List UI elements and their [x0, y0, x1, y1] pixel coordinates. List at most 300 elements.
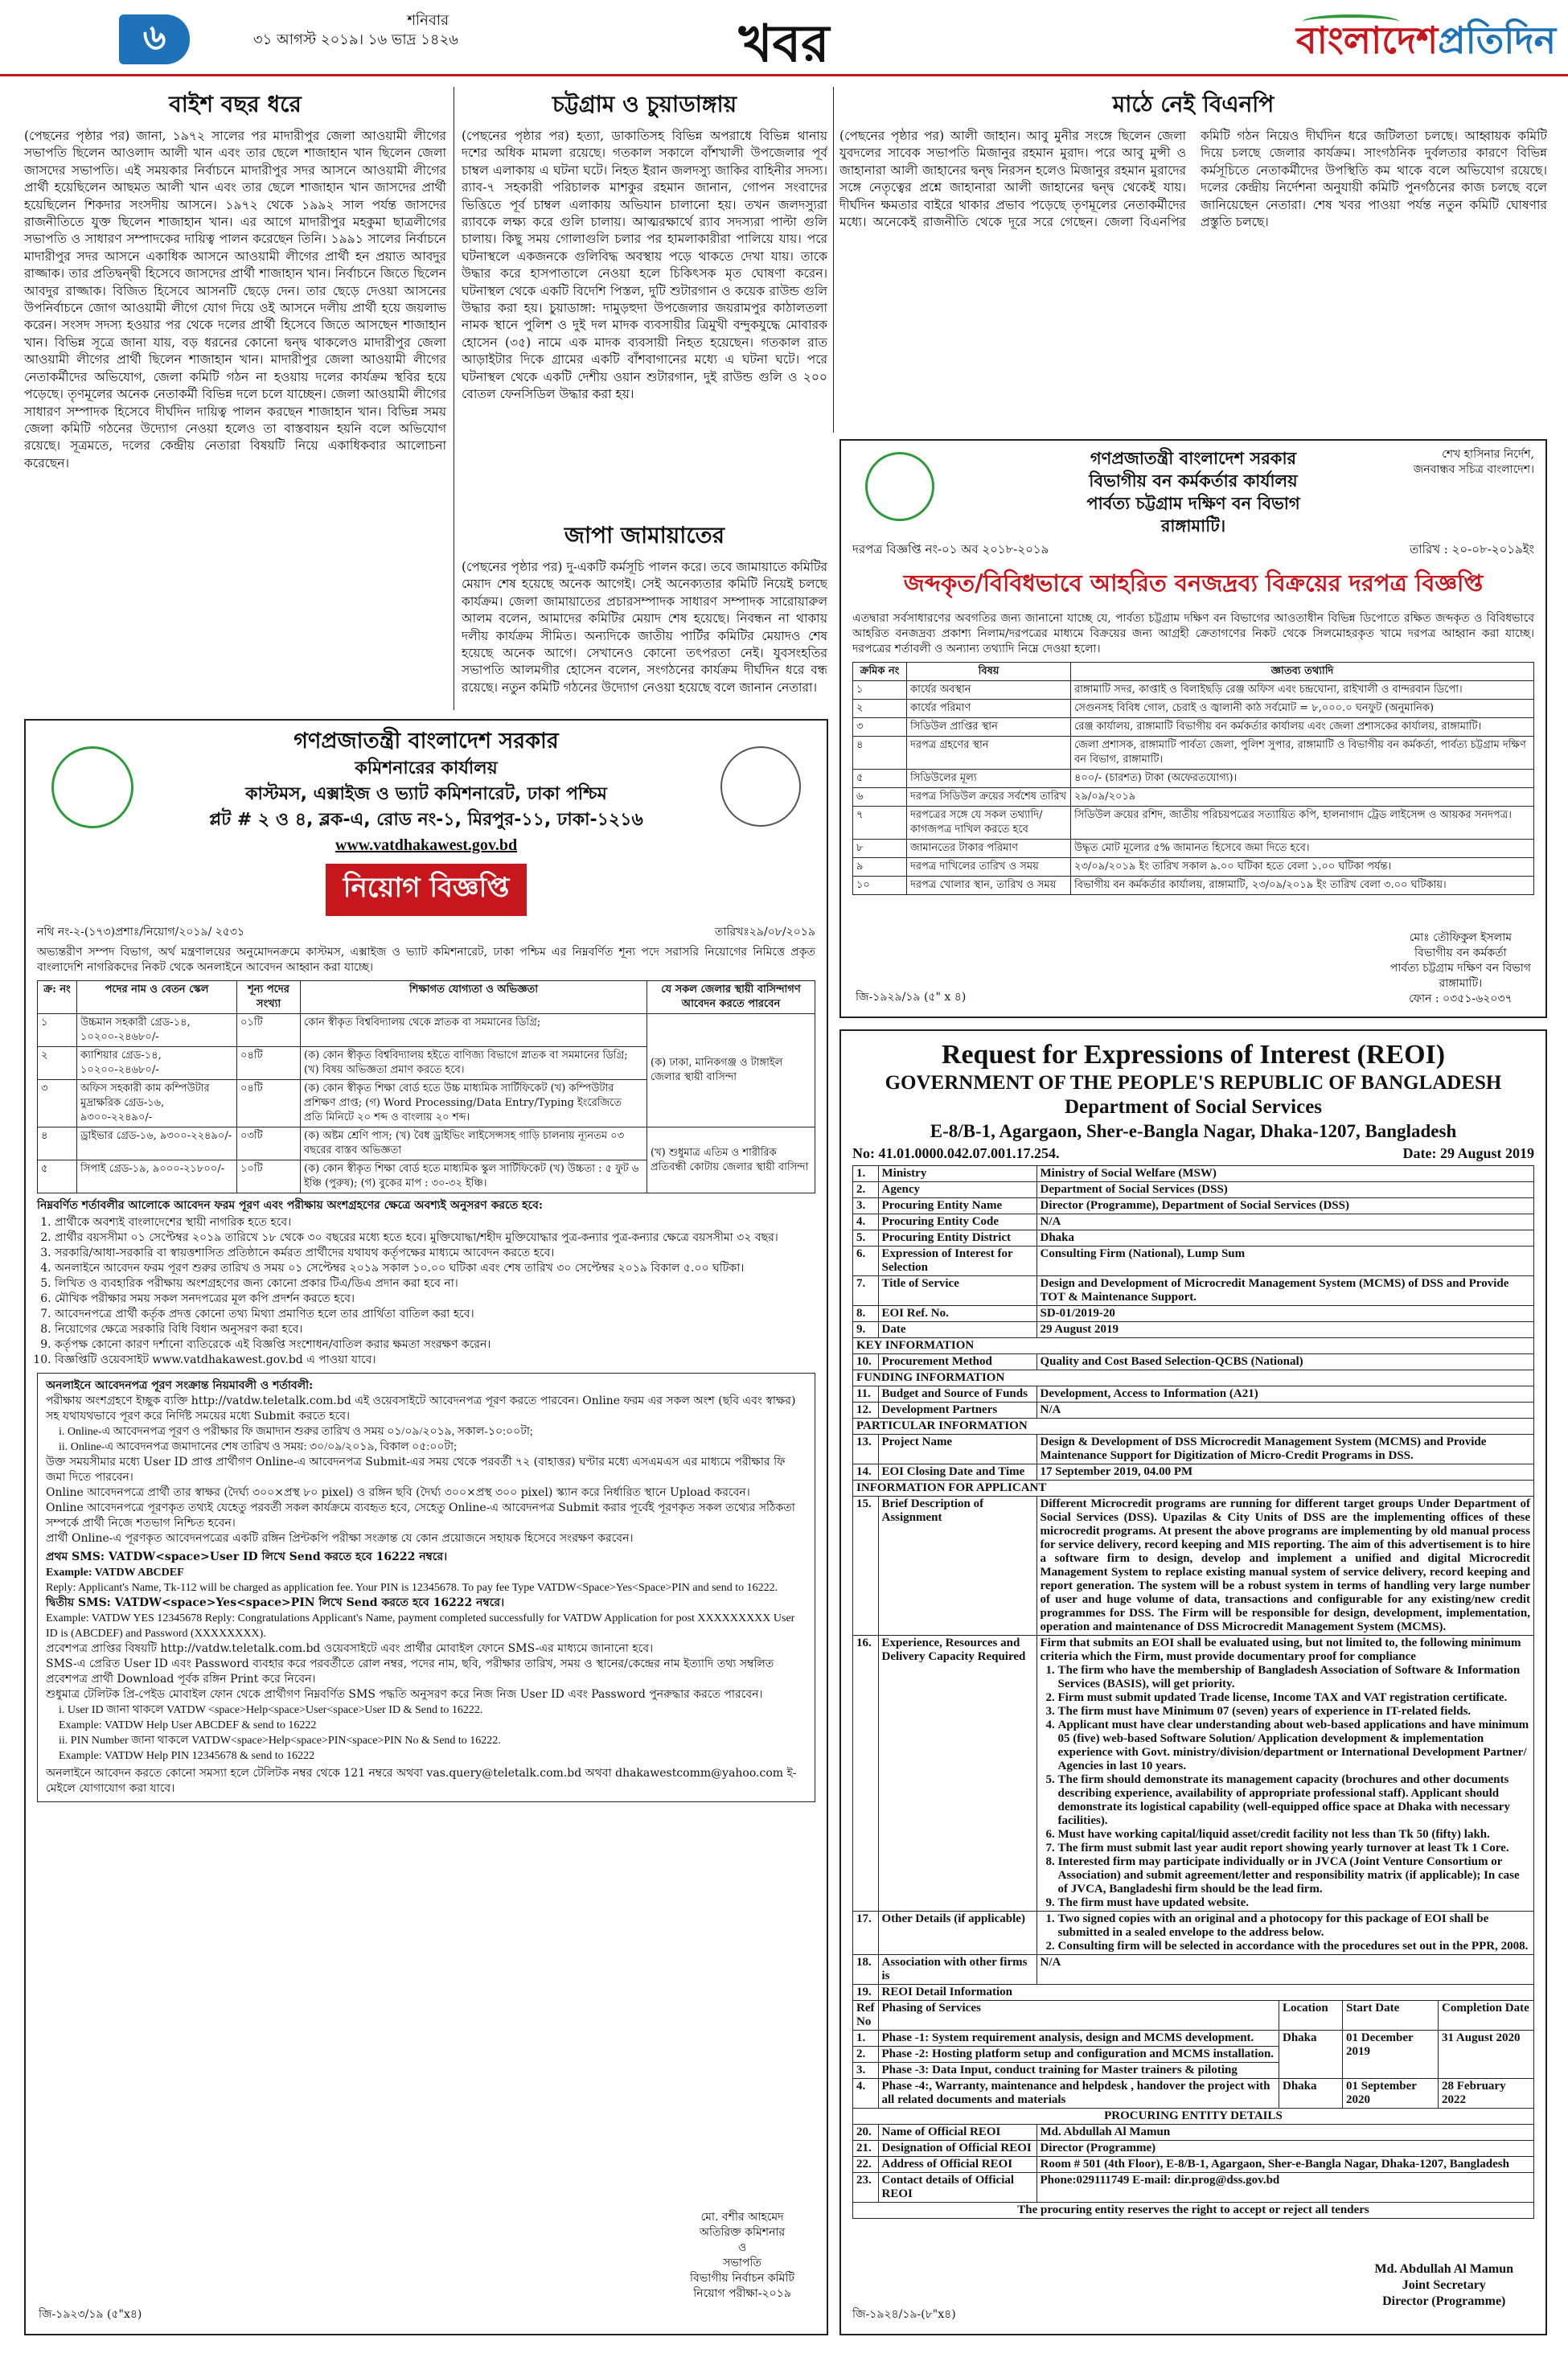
forest-info-table: [852, 662, 1534, 895]
cell-subject: জামানতের টাকার পরিমাণ: [907, 840, 1071, 858]
table-row: [853, 1464, 1534, 1481]
cell-ref: 1.: [853, 2031, 879, 2047]
cell-ref: 2.: [853, 2047, 879, 2063]
article-4-body: (পেছনের পৃষ্ঠার পর) আলী জাহান। আবু মুনীর সংঙ্গে ছিলেন জেলা যুবদলের সাবেক সভাপতি মিজানুর রহমান মুরাদ। পরে আবু মুন্সী ও জাহানারা আলী জাহানের দ্বন্দ্ব নিরসন হলেও মিজানুর রহমান মুরাদের সঙ্গে নেতৃত্বের প্রশ্নে জাহানারা আলী জাহানের দ্বন্দ্ব থেকেই যায়। দীর্ঘদিন ক্ষমতার বাইরে থাকার প্রভাব পড়েছে তৃণমূলের নেতাকর্মীদের মধ্যে। অনেকেই রাজনীতি থেকে দূরে সরে গেছেন। জেলা বিএনপির কমিটি গঠন নিয়েও দীর্ঘদিন ধরে জটিলতা চলছে। আহ্বায়ক কমিটি দিয়ে চলছে জেলার কার্যক্রম। সাংগঠনিক দুর্বলতার কারণে বিভিন্ন কর্মসূচিতে নেতাকর্মীদের উপস্থিতি কম থাকে বলে অভিযোগ রয়েছে। দলের কেন্দ্রীয় নির্দেশনা অনুযায়ী কমিটি পুনর্গঠনের কাজ চলছে বলে জানিয়েছেন নেতারা। শেষ খবর পাওয়া পর্যন্ত নতুন কমিটি ঘোষণার প্রস্তুতি চলছে।: [839, 129, 1547, 230]
page-number: ৬: [119, 14, 190, 64]
signer-title-1: Joint Secretary: [1402, 2278, 1486, 2292]
table-row: [853, 840, 1534, 858]
phase-col-location: Location: [1279, 2001, 1343, 2031]
government-seal-icon: [865, 452, 934, 521]
cell-info: ২৯/০৯/২০১৯: [1071, 788, 1534, 807]
cell-n: 19.: [853, 1985, 879, 2001]
cell-v: Quality and Cost Based Selection-QCBS (National): [1036, 1354, 1534, 1370]
cell-v: Director (Programme), Department of Social Services (DSS): [1036, 1198, 1534, 1214]
more-line: শুধুমাত্র টেলিটক প্রি-পেইড মোবাইল ফোন থেকে প্রার্থীগণ নিম্নবর্ণিত SMS পদ্ধতি অনুসরণ করে নিজ নিজ User ID এবং Password পুনরুদ্ধার করতে পারবেন।: [46, 1688, 763, 1701]
cell-sl: ৯: [853, 858, 907, 877]
forest-slogan-1: শেখ হাসিনার নির্দেশ,: [1442, 448, 1534, 461]
customs-col-post: পদের নাম ও বেতন স্কেল: [77, 981, 237, 1014]
cell-subject: কার্যের পরিমাণ: [907, 700, 1071, 718]
forest-city: রাঙ্গামাটি।: [1160, 516, 1226, 536]
cell-subject: দরপত্র খোলার স্থান, তারিখ ও সময়: [907, 877, 1071, 895]
customs-col-qual: শিক্ষাগত যোগ্যতা ও অভিজ্ঞতা: [301, 981, 647, 1014]
list-item: 5. লিখিত ও ব্যবহারিক পরীক্ষায় অংশগ্রহণের জন্য কোনো প্রকার টিএ/ডিএ প্রদান করা হবে না।: [55, 1276, 815, 1292]
cell-qual: কোন স্বীকৃত বিশ্ববিদ্যালয় থেকে স্নাতক বা সমমানের ডিগ্রি;: [301, 1014, 647, 1047]
cell-ref: 4.: [853, 2079, 879, 2109]
phase-col-end: Completion Date: [1439, 2001, 1534, 2031]
section-heading: PARTICULAR INFORMATION: [853, 1419, 1534, 1435]
signer-role-3: নিয়োগ পরীক্ষা-২০১৯: [693, 2287, 791, 2300]
customs-terms-heading: নিম্নবর্ণিত শর্তাবলীর আলোকে আবেদন ফরম পূরণ এবং পরীক্ষায় অংশগ্রহণের ক্ষেত্রে অবশ্যই অনুসরণ করতে হবে:: [37, 1199, 544, 1212]
cell-k: REOI Detail Information: [878, 1985, 1534, 2001]
signer-role: সভাপতি: [723, 2257, 761, 2269]
online-line: i. Online-এ আবেদনপত্র পূরণ ও পরীক্ষার ফি জমাদান শুরুর তারিখ ও সময় ০১/০৯/২০১৯, সকাল-১০:০০টা;: [59, 1426, 533, 1438]
cell-v: 29 August 2019: [1036, 1322, 1534, 1338]
table-row: [853, 1247, 1534, 1276]
section-row: [853, 2109, 1534, 2125]
signer-name: মো. বশীর আহমেদ: [700, 2211, 784, 2224]
sms-example-1: Example: VATDW ABCDEF: [46, 1567, 184, 1579]
forest-memo: দরপত্র বিজ্ঞপ্তি নং-০১ অব ২০১৮-২০১৯: [852, 542, 1049, 557]
more-line: SMS-এ প্রেরিত User ID এবং Password ব্যবহার করে পরবর্তীতে রোল নম্বর, পদের নাম, ছবি, পরীক্ষার তারিখ, সময় ও স্থানের/কেন্দ্রের নাম ইত্যাদি তথ্য সম্বলিত প্রবেশপত্র প্রার্থী Download পূর্বক রঙ্গিন Print করে নিবেন।: [46, 1657, 774, 1686]
customs-address: প্লট # ২ ও ৪, ব্লক-এ, রোড নং-১, মিরপুর-১১, ঢাকা-১২১৬: [209, 810, 643, 830]
reoi-notice: [839, 1029, 1547, 2335]
customs-logo-icon: [720, 746, 801, 827]
cell-post: সিপাই গ্রেড-১৯, ৯০০০-২১৮০০/-: [77, 1160, 237, 1193]
cell-subject: দরপত্র গ্রহণের স্থান: [907, 737, 1071, 770]
cell-v: [1036, 1912, 1534, 1955]
list-item: 4. অনলাইনে আবেদন ফরম পূরণ শুরুর তারিখ ও সময় ০১ সেপ্টেম্বর ২০১৯ সকাল ১০.০০ ঘটিকা এবং শেষ তারিখ ৩০ সেপ্টেম্বর ২০১৯ বিকাল ৫.০০ ঘটিকা।: [55, 1261, 815, 1276]
table-row: [853, 2173, 1534, 2203]
customs-signature: [690, 2210, 794, 2302]
cell-v: N/A: [1036, 1214, 1534, 1230]
list-item: 4. Applicant must have clear understanding about web-based applications and have minimum 05 (five) web-based Software Solution/ Application development & implementation experience with Govt. ministry/division/department or International Development Partner/ Agencies in last 10 years.: [1058, 1719, 1531, 1773]
cell-subject: দরপত্র সিডিউল ক্রয়ের সর্বশেষ তারিখ: [907, 788, 1071, 807]
cell-start: 01 December 2019: [1343, 2031, 1439, 2079]
online-line: পরীক্ষায় অংশগ্রহণে ইচ্ছুক ব্যক্তি http://vatdw.teletalk.com.bd এই ওয়েবসাইটে আবেদনপত্র পূরণ করতে পারবেন। Online ফরম এর সকল অংশ (ছবি এবং স্বাক্ষর) সহ যথাযথভাবে পূরণ করে নির্দিষ্ট সময়ের মধ্যে Submit করতে হবে।: [46, 1394, 796, 1423]
masthead-logo[interactable]: [1296, 14, 1558, 71]
cell-n: 11.: [853, 1386, 879, 1403]
more-line: প্রবেশপত্র প্রাপ্তির বিষয়টি http://vatdw.teletalk.com.bd ওয়েবসাইটে এবং প্রার্থীর মোবাইল ফোনে SMS-এর মাধ্যমে জানানো হবে।: [46, 1642, 654, 1655]
table-row: [853, 1403, 1534, 1419]
table-row: [853, 770, 1534, 788]
cell-v: SD-01/2019-20: [1036, 1306, 1534, 1322]
signer-name: মোঃ তৌফিকুল ইসলাম: [1409, 931, 1513, 944]
recover-user-id: i. User ID জানা থাকলে VATDW <space>Help<space>User<space>User ID & Send to 16222.: [59, 1704, 483, 1716]
section-row: [853, 1370, 1534, 1386]
cell-k: Brief Description of Assignment: [878, 1497, 1036, 1636]
cell-k: Expression of Interest for Selection: [878, 1247, 1036, 1276]
cell-k: Budget and Source of Funds: [878, 1386, 1036, 1403]
sms-step-1: প্রথম SMS: VATDW<space>User ID লিখে Send করতে হবে 16222 নম্বরে।: [46, 1550, 448, 1563]
cell-v: Room # 501 (4th Floor), E-8/B-1, Agargaon, Sher-e-Bangla Nagar, Dhaka-1207, Bangladesh: [1036, 2157, 1534, 2173]
online-line: Online আবেদনপত্রে পূরণকৃত তথ্যই যেহেতু পরবর্তী সকল কার্যক্রমে ব্যবহৃত হবে, সেহেতু Online-এ আবেদনপত্র Submit করার পূর্বেই পূরণকৃত সকল তথ্যের সঠিকতা সম্পর্কে প্রার্থী নিজে শতভাগ নিশ্চিত হবেন।: [46, 1501, 795, 1530]
cell-end: 28 February 2022: [1439, 2079, 1534, 2109]
signer-role-2: বিভাগীয় নির্বাচন কমিটি: [690, 2272, 794, 2285]
signer-division: পার্বত্য চট্টগ্রাম দক্ষিণ বন বিভাগ: [1389, 962, 1531, 975]
cell-k: Procuring Entity Code: [878, 1214, 1036, 1230]
signer-title-2: Director (Programme): [1382, 2294, 1506, 2308]
article-1-body: (পেছনের পৃষ্ঠার পর) জানা, ১৯৭২ সালের পর মাদারীপুর জেলা আওয়ামী লীগের সভাপতি ছিলেন আওলাদ আলী খান এবং তার ছেলে শাজাহান খান ছিলেন জেলা জাসদের সভাপতি। এই সময়কার নির্বাচনে মাদারীপুর সদর আসনে আওয়ামী লীগের প্রার্থী হয়েছিলেন আছমত আলী খান এবং তার ছেলে শাজাহান খান জাসদের প্রার্থী হয়েছিলেন শিকদার সংসদীয় আসনে। ১৯৭২ থেকে ১৯৯২ সাল পর্যন্ত জাসদের রাজনীতিতে যুক্ত ছিলেন শাজাহান খান। এর আগে মাদারীপুর মহকুমা ছাত্রলীগের সভাপতি ও সাধারণ সম্পাদকের দায়িত্ব পালন করেছেন তিনি। ১৯৯১ সালের নির্বাচনে মাদারীপুর সদর আসনে একাধিক আসনে আওয়ামী লীগের প্রার্থী হন প্রয়াত আবদুর রাজ্জাক। তার প্রতিদ্বন্দ্বী হিসেবে জাসদের প্রার্থী শাজাহান খান। নির্বাচনে জিতে ছিলেন আবদুর রাজ্জাক। বিজিত হিসেবে আসনটি ছেড়ে দেন। তার ছেড়ে দেওয়া আসনের উপনির্বাচনে জোগ আওয়ামী লীগে যোগ দিয়ে ওই আসনে দলীয় প্রার্থী হয়ে জয়লাভ করেন। সংসদ সদস্য হওয়ার পর থেকে দলের প্রার্থী হিসেবে জিতে আসছেন শাজাহান খান। বিভিন্ন সূত্রে জানা যায়, বড় ধরনের কোনো দ্বন্দ্ব থাকলেও মাদারীপুর জেলা আওয়ামী লীগের প্রার্থী ছিলেন শাজাহান খান। মাদারীপুর জেলা আওয়ামী লীগের নেতাকর্মীদের অভিযোগ, জেলা কমিটি গঠন না হওয়ায় দলের কার্যক্রম স্থবির হয়ে পড়েছে। তৃণমূলের অনেক নেতাকর্মী বিভিন্ন দলে চলে যাচ্ছেন। জেলা আওয়ামী লীগের সাধারণ সম্পাদক হিসেবে দীর্ঘদিন দায়িত্ব পালন করছেন শাজাহান খান। বিভিন্ন সময় জেলা কমিটি গঠনের উদ্যোগ নেওয়া হলেও তা বাস্তবায়ন হয়নি বলে অভিযোগ রয়েছে। সূত্রমতে, দলের কেন্দ্রীয় নেতারা বিষয়টি নিয়ে একাধিকবার আলোচনা করেছেন।: [24, 129, 446, 470]
customs-terms-list: [55, 1215, 815, 1368]
table-row: [853, 877, 1534, 895]
cell-v: Consulting Firm (National), Lump Sum: [1036, 1247, 1534, 1276]
cell-info: জেলা প্রশাসক, রাঙ্গামাটি পার্বত্য জেলা, পুলিশ সুপার, রাঙ্গামাটি ও বিভাগীয় বন কর্মকর্তা, পার্বত্য চট্টগ্রাম দক্ষিণ বন বিভাগ, রাঙ্গামাটি।: [1071, 737, 1534, 770]
cell-v: Development, Access to Information (A21): [1036, 1386, 1534, 1403]
logo-part2: প্রতিদিন: [1438, 18, 1557, 62]
cell-k: Title of Service: [878, 1276, 1036, 1306]
cell-k: Designation of Official REOI: [878, 2141, 1036, 2157]
reoi-ref-no: No: 41.01.0000.042.07.001.17.254.: [852, 1145, 1060, 1161]
cell-vacancy: ০৪টি: [237, 1080, 301, 1127]
customs-col-sl: ক্র: নং: [38, 981, 77, 1014]
cell-n: 16.: [853, 1636, 879, 1912]
forest-date: তারিখ : ২০-০৮-২০১৯ইং: [1410, 542, 1534, 557]
table-row: [853, 1182, 1534, 1198]
cell-k: Address of Official REOI: [878, 2157, 1036, 2173]
cell-n: 2.: [853, 1182, 879, 1198]
list-item: 1. প্রার্থীকে অবশ্যই বাংলাদেশের স্থায়ী নাগরিক হতে হবে।: [55, 1215, 815, 1230]
list-item: 6. Must have working capital/liquid asset/credit facility not less than Tk 50 (fifty) lakh.: [1058, 1828, 1531, 1842]
list-item: 9. কর্তৃপক্ষ কোনো কারণ দর্শানো ব্যতিরেকে এই বিজ্ঞপ্তি সংশোধন/বাতিল করার ক্ষমতা সংরক্ষণ করেন।: [55, 1337, 815, 1353]
list-item: 3. The firm must have Minimum 07 (seven) years of experience in IT-related fields.: [1058, 1705, 1531, 1719]
cell-k: Development Partners: [878, 1403, 1036, 1419]
customs-intro: অভ্যন্তরীণ সম্পদ বিভাগ, অর্থ মন্ত্রণালয়ের অনুমোদনক্রমে কাস্টমস, এক্সাইজ ও ভ্যাট কমিশনারেট, ঢাকা পশ্চিম এর নিম্নবর্ণিত শূন্য পদে সরাসরি নিয়োগের নিমিত্তে প্রকৃত বাংলাদেশি নাগরিকদের নিকট থেকে অনলাইনে আবেদন আহ্বান করা যাচ্ছে।: [37, 946, 815, 974]
list-item: 1. Two signed copies with an original and a photocopy for this package of EOI shall be submitted in a sealed envelope to the address below.: [1058, 1912, 1531, 1940]
table-row: [853, 1230, 1534, 1247]
cell-v: Dhaka: [1036, 1230, 1534, 1247]
list-item: 8. নিয়োগের ক্ষেত্রে সরকারি বিধি বিধান অনুসরণ করা হবে।: [55, 1322, 815, 1337]
customs-dept: কাস্টমস, এক্সাইজ ও ভ্যাট কমিশনারেট, ঢাকা পশ্চিম: [245, 784, 607, 804]
customs-posts-table: [37, 980, 815, 1193]
cell-sl: ৪: [853, 737, 907, 770]
customs-memo: নথি নং-২-(১৭৩)প্রশাঃ/নিয়োগ/২০১৯/ ২৫৩১: [37, 926, 245, 939]
signer-and: ও: [737, 2241, 747, 2254]
recover-user-id-example: Example: VATDW Help User ABCDEF & send to 16222: [59, 1719, 317, 1731]
logo-swoosh-icon: [1303, 14, 1399, 29]
signer-city: রাঙ্গামাটি।: [1439, 977, 1483, 990]
reoi-date: Date: 29 August 2019: [1402, 1145, 1534, 1161]
table-row: [38, 1014, 815, 1047]
cell-v: N/A: [1036, 1403, 1534, 1419]
customs-date: তারিখঃ২৯/০৮/২০১৯: [714, 926, 815, 939]
table-row: [853, 1636, 1534, 1912]
phase-header-row: [853, 2001, 1534, 2031]
cell-post: ক্যাশিয়ার গ্রেড-১৪, ১০২০০-২৪৬৮০/-: [77, 1047, 237, 1080]
list-item: 10. বিজ্ঞপ্তিটি ওয়েবসাইট www.vatdhakawest.gov.bd এ পাওয়া যাবে।: [55, 1353, 815, 1368]
cell-v: Phone:029111749 E-mail: dir.prog@dss.gov.bd: [1036, 2173, 1534, 2203]
forest-tender-notice: [839, 439, 1547, 1018]
cell-vacancy: ০৪টি: [237, 1047, 301, 1080]
cell-post: অফিস সহকারী কাম কম্পিউটার মুদ্রাক্ষরিক গ্রেড-১৬, ৯৩০০-২২৪৯০/-: [77, 1080, 237, 1127]
section-row: [853, 1481, 1534, 1497]
cell-n: 20.: [853, 2125, 879, 2141]
column-divider: [833, 87, 834, 433]
customs-col-vacancy: শূন্য পদের সংখ্যা: [237, 981, 301, 1014]
forest-office: বিভাগীয় বন কর্মকর্তার কার্যালয়: [1089, 471, 1298, 491]
customs-recruitment-notice: [24, 719, 828, 2335]
cell-sl: ১০: [853, 877, 907, 895]
cell-sl: ৩: [853, 718, 907, 737]
cell-k: Procurement Method: [878, 1354, 1036, 1370]
section-heading: FUNDING INFORMATION: [853, 1370, 1534, 1386]
phase-row: [853, 2031, 1534, 2047]
phase-col-phasing: Phasing of Services: [878, 2001, 1279, 2031]
cell-k: Date: [878, 1322, 1036, 1338]
reoi-dept: Department of Social Services: [1064, 1096, 1323, 1118]
article-4-title[interactable]: মাঠে নেই বিএনপি: [1112, 91, 1275, 117]
cell-n: 22.: [853, 2157, 879, 2173]
table-row: [853, 700, 1534, 718]
cell-qual: (ক) কোন স্বীকৃত বিশ্ববিদ্যালয় হইতে বাণিজ্য বিভাগে স্নাতক বা সমমানের ডিগ্রি; (খ) বিষয় অভিজ্ঞতা প্রমাণ করতে হবে।: [301, 1047, 647, 1080]
article-4: [839, 87, 1547, 433]
table-row: [853, 1198, 1534, 1214]
cell-vacancy: ০৩টি: [237, 1127, 301, 1160]
cell-k: Name of Official REOI: [878, 2125, 1036, 2141]
criteria-list: [1041, 1664, 1531, 1910]
header-rule: [0, 74, 1568, 76]
article-2-title[interactable]: চট্টগ্রাম ও চুয়াডাঙ্গায়: [552, 91, 737, 117]
online-line: প্রার্থী Online-এ পূরণকৃত আবেদনপত্রের একটি রঙ্গিন প্রিন্টকপি পরীক্ষা সংক্রান্ত যে কোন প্রয়োজনে সহায়ক হিসেবে সংরক্ষণ করবেন।: [46, 1532, 634, 1545]
phase-col-start: Start Date: [1343, 2001, 1439, 2031]
cell-sl: ২: [38, 1047, 77, 1080]
cell-n: 10.: [853, 1354, 879, 1370]
cell-subject: দরপত্রের সঙ্গে যে সকল তথ্যাদি/কাগজপত্র দাখিল করতে হবে: [907, 807, 1071, 840]
section-heading: KEY INFORMATION: [853, 1338, 1534, 1354]
table-row: [853, 858, 1534, 877]
cell-v: Design and Development of Microcredit Management System (MCMS) of DSS and Provide TOT & Maintenance Support.: [1036, 1276, 1534, 1306]
cell-n: 15.: [853, 1497, 879, 1636]
forest-col-sl: ক্রমিক নং: [853, 663, 907, 681]
table-row: [853, 1276, 1534, 1306]
customs-online-box: [37, 1373, 815, 1802]
cell-k: Association with other firms is: [878, 1955, 1036, 1985]
article-2: [462, 87, 827, 513]
online-line: Online আবেদনপত্রে প্রার্থী তার স্বাক্ষর (দৈর্ঘ্য ৩০০×প্রস্থ ৮০ pixel) ও রঙ্গিন ছবি (দৈর্ঘ্য ৩০০×প্রস্থ ৩০০ pixel) স্ক্যান করে নির্ধারিত স্থানে Upload করবেন।: [46, 1486, 750, 1499]
cell-info: রাঙ্গামাটি সদর, কাপ্তাই ও বিলাইছড়ি রেঞ্জ অফিস এবং চন্দ্রঘোনা, রাইখালী ও বান্দরবান ডিপো।: [1071, 681, 1534, 700]
cell-k: EOI Ref. No.: [878, 1306, 1036, 1322]
other-details-list: [1041, 1912, 1531, 1953]
cell-n: 6.: [853, 1247, 879, 1276]
online-line: উক্ত সময়সীমার মধ্যে User ID প্রাপ্ত প্রার্থীগণ Online-এ আবেদনপত্র Submit-এর সময় থেকে পরবর্তী ৭২ (বাহাত্তর) ঘণ্টার মধ্যে এসএমএস এর মাধ্যমে পরীক্ষার ফি জমা দিতে পারবেন।: [46, 1456, 786, 1484]
article-3: [462, 518, 827, 711]
cell-sl: ৬: [853, 788, 907, 807]
customs-contact: অনলাইনে আবেদন করতে কোনো সমস্যা হলে টেলিটক নম্বর থেকে 121 নম্বরে অথবা vas.query@teletalk.com.bd অথবা dhakawestcomm@yahoo.com ই-মেইলে যোগাযোগ করা যাবে।: [46, 1767, 797, 1795]
table-row: [853, 1386, 1534, 1403]
customs-office: কমিশনারের কার্যালয়: [355, 758, 498, 778]
cell-sl: ১: [853, 681, 907, 700]
cell-n: 18.: [853, 1955, 879, 1985]
article-3-title[interactable]: জাপা জামায়াতের: [564, 522, 725, 548]
cell-info: ২৩/০৯/২০১৯ ইং তারিখ সকাল ৯.০০ ঘটিকা হতে বেলা ১.০০ ঘটিকা পর্যন্ত।: [1071, 858, 1534, 877]
cell-k: Procuring Entity District: [878, 1230, 1036, 1247]
cell-v: Md. Abdullah Al Mamun: [1036, 2125, 1534, 2141]
cell-n: 17.: [853, 1912, 879, 1955]
list-item: 9. The firm must have updated website.: [1058, 1896, 1531, 1910]
list-item: 2. Firm must submit updated Trade license, Income TAX and VAT registration certificate.: [1058, 1691, 1531, 1705]
cell-phasing: Phase -3: Data Input, conduct training for Master trainers & piloting: [878, 2063, 1279, 2079]
cell-k: Contact details of Official REOI: [878, 2173, 1036, 2203]
signer-title: বিভাগীয় বন কর্মকর্তা: [1414, 947, 1507, 959]
list-item: 5. The firm should demonstrate its management capacity (brochures and other documents describing experience, availability of appropriate professional staff). Applicant should demonstrate its logistical capability (well-equipped office space at Dhaka with necessary facilities).: [1058, 1773, 1531, 1828]
header-day: শনিবার: [407, 12, 449, 29]
cell-k: Other Details (if applicable): [878, 1912, 1036, 1955]
cell-k: EOI Closing Date and Time: [878, 1464, 1036, 1481]
sms-step-2: দ্বিতীয় SMS: VATDW<space>Yes<space>PIN লিখে Send করতে হবে 16222 নম্বরে।: [46, 1596, 505, 1609]
cell-v: [1036, 1636, 1534, 1912]
forest-division: পার্বত্য চট্টগ্রাম দক্ষিণ বন বিভাগ: [1086, 494, 1300, 513]
table-row: [853, 1306, 1534, 1322]
cell-n: 14.: [853, 1464, 879, 1481]
cell-subject: সিডিউলের মূল্য: [907, 770, 1071, 788]
reoi-rights: The procuring entity reserves the right to accept or reject all tenders: [853, 2203, 1534, 2219]
cell-subject: কার্যের অবস্থান: [907, 681, 1071, 700]
header-date: ৩১ আগস্ট ২০১৯। ১৬ ভাদ্র ১৪২৬: [252, 31, 458, 48]
section-heading: INFORMATION FOR APPLICANT: [853, 1481, 1534, 1497]
table-row: [853, 1214, 1534, 1230]
cell-n: 4.: [853, 1214, 879, 1230]
cell-info: সিডিউল ক্রয়ের রশিদ, জাতীয় পরিচয়পত্রের সত্যায়িত কপি, হালনাগাদ ট্রেড লাইসেন্স ও আয়কর সনদপত্র।: [1071, 807, 1534, 840]
article-3-body: (পেছনের পৃষ্ঠার পর) দু-একটি কর্মসূচি পালন করে। তবে জামায়াতে কমিটির মেয়াদ শেষ হয়েছে অনেক আগেই। সেই অনেক্যতার কমিটি নিয়েই চলছে কার্যক্রম। জেলা জামায়াতের প্রচারসম্পাদক সাধারণ সম্পাদক সারোয়ারুল আলম বলেন, আমাদের কমিটির মেয়াদ শেষ হয়েছে। নিবন্ধন না থাকায় দলীয় কার্যক্রম সীমিত। অন্যদিকে জাতীয় পার্টির কমিটির মেয়াদও শেষ হয়েছে অনেক আগে। সেখানেও কোনো তৎপরতা নেই। যুবসংহতির সভাপতি আলমগীর হোসেন বলেন, সংগঠনের কার্যক্রম দীর্ঘদিন ধরে বন্ধ রয়েছে। নতুন কমিটি গঠনের উদ্যোগ নেওয়া হয়েছে বলে জানান নেতারা।: [462, 560, 827, 695]
signer-phone: ফোন : ০৩৫১-৬২০৩৭: [1409, 992, 1513, 1005]
reoi-title: Request for Expressions of Interest (REOI): [941, 1040, 1446, 1070]
recover-pin: ii. PIN Number জানা থাকলে VATDW<space>Help<space>PIN<space>PIN No & Send to 16222.: [59, 1735, 501, 1747]
cell-n: 5.: [853, 1230, 879, 1247]
cell-phasing: Phase -4:, Warranty, maintenance and helpdesk , handover the project with all related documents and materials: [878, 2079, 1279, 2109]
table-row: [853, 681, 1534, 700]
table-row: [853, 1955, 1534, 1985]
list-item: 2. প্রার্থীর বয়সসীমা ০১ সেপ্টেম্বর ২০১৯ তারিখে ১৮ থেকে ৩০ বছরের মধ্যে হতে হবে। মুক্তিযোদ্ধা/শহীদ মুক্তিযোদ্ধার পুত্র-কন্যার পুত্র-কন্যার ক্ষেত্রে বয়সসীমা ৩২ বছর।: [55, 1230, 815, 1246]
cell-location: Dhaka: [1279, 2031, 1343, 2079]
reoi-govt: GOVERNMENT OF THE PEOPLE'S REPUBLIC OF BANGLADESH: [885, 1072, 1502, 1094]
cell-district: (ক) ঢাকা, মানিকগঞ্জ ও টাঙ্গাইল জেলার স্থায়ী বাসিন্দা: [647, 1014, 815, 1127]
cell-info: রেঞ্জ কার্যালয়, রাঙ্গামাটি বিভাগীয় বন কর্মকর্তার কার্যালয় এবং জেলা প্রশাসকের কার্যালয়, রাঙ্গামাটি।: [1071, 718, 1534, 737]
section-row: [853, 1419, 1534, 1435]
table-row: [853, 1985, 1534, 2001]
customs-col-district: যে সকল জেলার স্থায়ী বাসিন্দাগণ আবেদন করতে পারবেন: [647, 981, 815, 1014]
article-1-title[interactable]: বাইশ বছর ধরে: [169, 91, 302, 117]
cell-k: Project Name: [878, 1435, 1036, 1464]
cell-location: Dhaka: [1279, 2079, 1343, 2109]
section-row: [853, 2203, 1534, 2219]
cell-vacancy: ১০টি: [237, 1160, 301, 1193]
list-item: 1. The firm who have the membership of Bangladesh Association of Software & Information Services (BASIS), will get priority.: [1058, 1664, 1531, 1691]
cell-post: উচ্চমান সহকারী গ্রেড-১৪, ১০২০০-২৪৬৮০/-: [77, 1014, 237, 1047]
cell-info: ৪০০/- (চারশত) টাকা (অফেরতযোগ্য)।: [1071, 770, 1534, 788]
cell-sl: ২: [853, 700, 907, 718]
table-row: [38, 1127, 815, 1160]
customs-govt: গণপ্রজাতন্ত্রী বাংলাদেশ সরকার: [293, 729, 559, 754]
cell-district: (খ) শুধুমাত্র এতিম ও শারীরিক প্রতিবন্ধী কোটায় জেলার স্থায়ী বাসিন্দা: [647, 1127, 815, 1193]
cell-post: ড্রাইভার গ্রেড-১৬, ৯৩০০-২২৪৯০/-: [77, 1127, 237, 1160]
customs-title-banner: নিয়োগ বিজ্ঞপ্তি: [326, 864, 527, 916]
section-title: খবর: [738, 14, 830, 74]
forest-govt: গণপ্রজাতন্ত্রী বাংলাদেশ সরকার: [1090, 449, 1297, 468]
cell-k: Ministry: [878, 1166, 1036, 1182]
cell-v: Director (Programme): [1036, 2141, 1534, 2157]
cell-sl: ৪: [38, 1127, 77, 1160]
table-row: [853, 788, 1534, 807]
article-1: [24, 87, 446, 710]
reoi-signature: [1375, 2261, 1514, 2310]
section-heading: PROCURING ENTITY DETAILS: [853, 2109, 1534, 2125]
cell-info: সেগুনসহ বিবিধ গোল, চেরাই ও জ্বালানী কাঠ সর্বমোট = ৮,০০০.০ ঘনফুট (অনুমানিক): [1071, 700, 1534, 718]
table-row: [853, 2157, 1534, 2173]
cell-qual: (ক) অষ্টম শ্রেণি পাস; (খ) বৈধ ড্রাইভিং লাইসেন্সসহ গাড়ি চালনায় ন্যূনতম ০৩ বছরের বাস্তব অভিজ্ঞতা: [301, 1127, 647, 1160]
table-row: [853, 807, 1534, 840]
logo-part1: বাংলাদেশ: [1296, 18, 1439, 62]
table-row: [853, 737, 1534, 770]
list-item: 2. Consulting firm will be selected in accordance with the procedures set out in the PPR, 2008.: [1058, 1940, 1531, 1953]
table-row: [853, 2141, 1534, 2157]
cell-k: Experience, Resources and Delivery Capacity Required: [878, 1636, 1036, 1912]
cell-sl: ৮: [853, 840, 907, 858]
cell-sl: ৭: [853, 807, 907, 840]
customs-ad-tag: জি-১৯২৩/১৯ (৫"x৪): [39, 2308, 142, 2321]
cell-sl: ১: [38, 1014, 77, 1047]
sms-reply-1: Reply: Applicant's Name, Tk-112 will be charged as application fee. Your PIN is 12345678. To pay fee Type VATDW<Space>Yes<Space>PIN and send to 16222.: [46, 1582, 778, 1594]
list-item: 7. আবেদনপত্রে প্রার্থী কর্তৃক প্রদত্ত কোনো তথ্য মিথ্যা প্রমাণিত হলে তার প্রার্থিতা বাতিল করা হবে।: [55, 1307, 815, 1322]
section-row: [853, 1338, 1534, 1354]
online-heading: অনলাইনে আবেদনপত্র পূরণ সংক্রান্ত নিয়মাবলী ও শর্তাবলী:: [46, 1379, 314, 1392]
cell-n: 8.: [853, 1306, 879, 1322]
cell-k: Agency: [878, 1182, 1036, 1198]
cell-v: Design & Development of DSS Microcredit Management System (MCMS) and Provide Maintenance Support for Digitization of Micro-Credit Programs in DSS.: [1036, 1435, 1534, 1464]
online-line: ii. Online-এ আবেদনপত্র জমাদানের শেষ তারিখ ও সময়: ৩০/০৯/২০১৯, বিকাল ০৫:০০টা;: [59, 1441, 457, 1453]
table-row: [853, 718, 1534, 737]
signer-title: অতিরিক্ত কমিশনার: [699, 2226, 786, 2239]
forest-col-info: জ্ঞাতব্য তথ্যাদি: [1071, 663, 1534, 681]
cell-sl: ৩: [38, 1080, 77, 1127]
cell-phasing: Phase -2: Hosting platform setup and configuration and MCMS installation.: [878, 2047, 1279, 2063]
forest-title: জব্দকৃত/বিবিধভাবে আহরিত বনজদ্রব্য বিক্রয়ের দরপত্র বিজ্ঞপ্তি: [903, 569, 1484, 597]
reoi-ad-tag: জি-১৯২৪/১৯-(৮"x৪): [852, 2308, 956, 2321]
cell-n: 13.: [853, 1435, 879, 1464]
reoi-table: [852, 1165, 1534, 2219]
cell-n: 1.: [853, 1166, 879, 1182]
table-row: [853, 1912, 1534, 1955]
cell-n: 23.: [853, 2173, 879, 2203]
table-row: [853, 1497, 1534, 1636]
table-row: [853, 2125, 1534, 2141]
table-row: [853, 1166, 1534, 1182]
cell-sl: ৫: [38, 1160, 77, 1193]
cell-v: N/A: [1036, 1955, 1534, 1985]
phase-col-ref: Ref No: [853, 2001, 879, 2031]
forest-slogan-2: জনবান্ধব সচিত্র বাংলাদেশ।: [1413, 463, 1534, 476]
cell-start: 01 September 2020: [1343, 2079, 1439, 2109]
cell-n: 3.: [853, 1198, 879, 1214]
table-row: [853, 1322, 1534, 1338]
sms-example-2: Example: VATDW YES 12345678 Reply: Congratulations Applicant's Name, payment completed successfully for VATDW Application for post XXXXXXXXX User ID is (ABCDEF) and Password (XXXXXXXX).: [46, 1612, 795, 1640]
cell-end: 31 August 2020: [1439, 2031, 1534, 2079]
customs-website-link[interactable]: www.vatdhakawest.gov.bd: [335, 836, 518, 854]
cell-info: উদ্ধৃত মোট মূল্যের ৫% জামানত হিসেবে জমা দিতে হবে।: [1071, 840, 1534, 858]
cell-n: 21.: [853, 2141, 879, 2157]
cell-qual: (ক) কোন স্বীকৃত শিক্ষা বোর্ড হতে মাধ্যমিক স্কুল সার্টিফিকেট (খ) উচ্চতা : ৫ ফুট ৬ ইঞ্চি (পুরুষ); (গ) বুকের মাপ : ৩০-৩২ ইঞ্চি।: [301, 1160, 647, 1193]
list-item: 8. Interested firm may participate individually or in JVCA (Joint Venture Consortium or Association) and submit agreement/letter and responsibility matrix (if applicable); In case of JVCA, Bangladeshi firm should be the lead firm.: [1058, 1855, 1531, 1896]
government-seal-icon: [51, 746, 133, 828]
list-item: 3. সরকারি/আধা-সরকারি বা স্বায়ত্তশাসিত প্রতিষ্ঠানে কর্মরত প্রার্থীদের যথাযথ কর্তৃপক্ষের মাধ্যমে আবেদন করতে হবে।: [55, 1246, 815, 1261]
list-item: 7. The firm must submit last year audit report showing yearly turnover at least Tk 1 Core.: [1058, 1842, 1531, 1855]
cell-subject: সিডিউল প্রাপ্তির স্থান: [907, 718, 1071, 737]
cell-v: Department of Social Services (DSS): [1036, 1182, 1534, 1198]
table-row: [853, 1435, 1534, 1464]
cell-n: 12.: [853, 1403, 879, 1419]
forest-signature: [1390, 930, 1531, 1007]
article-2-body: (পেছনের পৃষ্ঠার পর) হত্যা, ডাকাতিসহ বিভিন্ন অপরাধে বিভিন্ন থানায় দশের অধিক মামলা রয়েছে। গতকাল সকালে বাঁশখালী উপজেলার পূর্ব চাম্বল এলাকায় এ ঘটনা ঘটে। নিহত ইরান জলদস্যু জাকির বাহিনীর সদস্য। র‌্যাব-৭ সহকারী পরিচালক মাশকুর রহমান জানান, গোপন সংবাদের ভিত্তিতে পূর্ব চাম্বল এলাকায় অভিযান চালানো হয়। তখন জলদস্যুরা র‌্যাবকে লক্ষ্য করে গুলি চালায়। আত্মরক্ষার্থে র‌্যাব সদস্যরা পাল্টা গুলি চালায়। কিছু সময় গোলাগুলি চলার পর হামলাকারীরা পালিয়ে যায়। পরে ঘটনাস্থলে একজনকে গুলিবিদ্ধ অবস্থায় পড়ে থাকতে দেখা যায়। তাকে উদ্ধার করে হাসপাতালে নেওয়া হলে চিকিৎসক মৃত ঘোষণা করেন। ঘটনাস্থল থেকে একটি বিদেশি পিস্তল, দুটি শুটারগান ও কয়েক রাউন্ড গুলি উদ্ধার করা হয়। চুয়াডাঙ্গা: দামুড়হুদা উপজেলার জয়রামপুর কাঠালতলা নামক স্থানে পুলিশ ও দুই দল মাদক ব্যবসায়ীর ত্রিমুখী বন্দুকযুদ্ধে মোবারক হোসেন (৩৫) নামে এক মাদক ব্যবসায়ী নিহত হয়েছেন। গতকাল রাত আড়াইটার দিকে গ্রামের একটি বাঁশবাগানের মধ্যে এ ঘটনা ঘটে। পরে ঘটনাস্থল থেকে একটি দেশীয় ওয়ান শুটারগান, দুই রাউন্ড গুলি ও ২০০ বোতল ফেনসিডিল উদ্ধার করা হয়।: [462, 129, 827, 402]
cell-v: 17 September 2019, 04.00 PM: [1036, 1464, 1534, 1481]
forest-col-subject: বিষয়: [907, 663, 1071, 681]
